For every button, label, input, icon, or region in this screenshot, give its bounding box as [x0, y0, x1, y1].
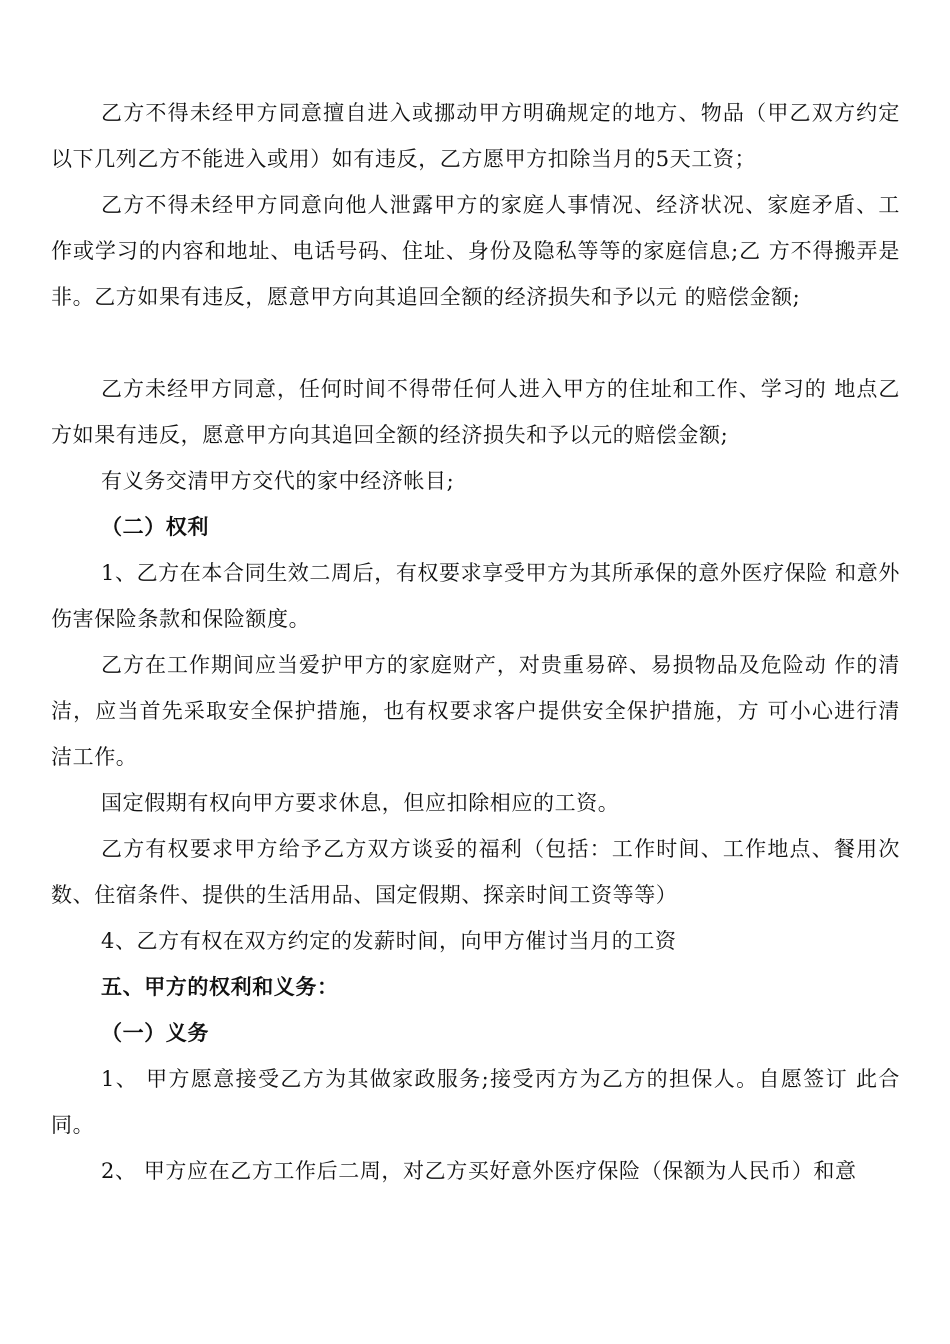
paragraph-accounts: 有义务交清甲方交代的家中经济帐目;	[101, 469, 455, 493]
section-heading-obligations: （一）义务	[101, 1020, 209, 1045]
section-heading-rights: （二）权利	[101, 514, 209, 539]
paragraph-insurance-right: 1、乙方在本合同生效二周后，有权要求享受甲方为其所承保的意外医疗保险 和意外伤害保险条款和保险额度。	[51, 561, 900, 631]
paragraph-buy-insurance: 2、 甲方应在乙方工作后二周，对乙方买好意外医疗保险（保额为人民币）和意	[101, 1159, 857, 1183]
paragraph-confidentiality: 乙方不得未经甲方同意向他人泄露甲方的家庭人事情况、经济状况、家庭矛盾、工作或学习的内容和地址、电话号码、住址、身份及隐私等等的家庭信息;乙 方不得搬弄是非。乙方如果有违反，愿意甲方向其追回全额的经济损失和予以元 的赔偿金额;	[51, 193, 900, 309]
paragraph-benefits: 乙方有权要求甲方给予乙方双方谈妥的福利（包括：工作时间、工作地点、餐用次数、住宿条件、提供的生活用品、国定假期、探亲时间工资等等）	[51, 837, 900, 907]
section-heading-party-a: 五、甲方的权利和义务：	[101, 974, 339, 999]
paragraph-accept-service: 1、 甲方愿意接受乙方为其做家政服务;接受丙方为乙方的担保人。自愿签订 此合同。	[51, 1067, 900, 1137]
paragraph-wages: 4、乙方有权在双方约定的发薪时间，向甲方催讨当月的工资	[101, 929, 677, 953]
paragraph-holidays: 国定假期有权向甲方要求休息，但应扣除相应的工资。	[101, 791, 620, 815]
paragraph-no-visitors: 乙方未经甲方同意，任何时间不得带任何人进入甲方的住址和工作、学习的 地点乙方如果有违反，愿意甲方向其追回全额的经济损失和予以元的赔偿金额;	[51, 377, 900, 447]
paragraph-restricted-areas: 乙方不得未经甲方同意擅自进入或挪动甲方明确规定的地方、物品（甲乙双方约定以下几列乙方不能进入或用）如有违反，乙方愿甲方扣除当月的5天工资；	[51, 101, 900, 171]
paragraph-safety: 乙方在工作期间应当爱护甲方的家庭财产，对贵重易碎、易损物品及危险动 作的清洁，应当首先采取安全保护措施，也有权要求客户提供安全保护措施，方 可小心进行清洁工作。	[51, 653, 900, 769]
